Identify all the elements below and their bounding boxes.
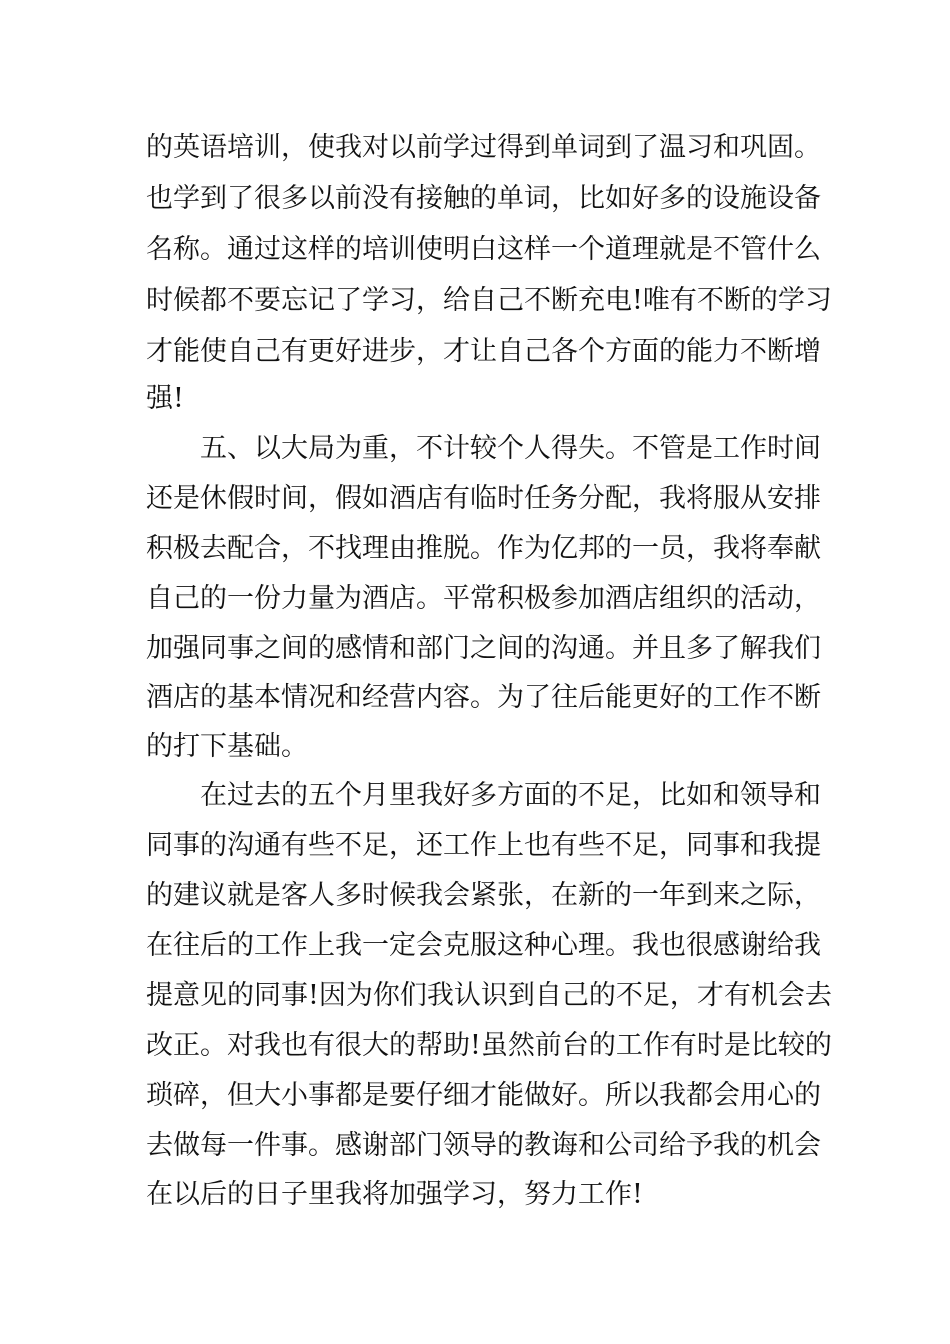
paragraph-1-line-6: 强! <box>146 383 184 414</box>
paragraph-1-line-4: 时候都不要忘记了学习，给自己不断充电!唯有不断的学习 <box>146 285 832 316</box>
paragraph-3-line-2: 同事的沟通有些不足，还工作上也有些不足，同事和我提 <box>146 830 821 861</box>
paragraph-3-line-5: 提意见的同事!因为你们我认识到自己的不足，才有机会去 <box>146 980 832 1011</box>
paragraph-3-line-6: 改正。对我也有很大的帮助!虽然前台的工作有时是比较的 <box>146 1030 832 1061</box>
paragraph-1-line-2: 也学到了很多以前没有接触的单词，比如好多的设施设备 <box>146 183 821 214</box>
paragraph-2-line-5: 加强同事之间的感情和部门之间的沟通。并且多了解我们 <box>146 633 821 664</box>
paragraph-1-line-3: 名称。通过这样的培训使明白这样一个道理就是不管什么 <box>146 234 821 265</box>
paragraph-3-line-3: 的建议就是客人多时候我会紧张，在新的一年到来之际， <box>146 880 821 911</box>
paragraph-3-line-1: 在过去的五个月里我好多方面的不足，比如和领导和 <box>200 780 821 811</box>
paragraph-3-line-9: 在以后的日子里我将加强学习，努力工作! <box>146 1179 643 1210</box>
paragraph-2-line-3: 积极去配合，不找理由推脱。作为亿邦的一员，我将奉献 <box>146 533 821 564</box>
paragraph-3-line-7: 琐碎，但大小事都是要仔细才能做好。所以我都会用心的 <box>146 1080 821 1111</box>
paragraph-1-line-5: 才能使自己有更好进步，才让自己各个方面的能力不断增 <box>146 336 821 367</box>
paragraph-1-line-1: 的英语培训，使我对以前学过得到单词到了温习和巩固。 <box>146 132 821 163</box>
paragraph-3-line-8: 去做每一件事。感谢部门领导的教诲和公司给予我的机会 <box>146 1130 821 1161</box>
paragraph-2-line-6: 酒店的基本情况和经营内容。为了往后能更好的工作不断 <box>146 682 821 713</box>
paragraph-2-line-4: 自己的一份力量为酒店。平常积极参加酒店组织的活动， <box>146 583 821 614</box>
paragraph-3-line-4: 在往后的工作上我一定会克服这种心理。我也很感谢给我 <box>146 930 821 961</box>
paragraph-2-line-1: 五、以大局为重，不计较个人得失。不管是工作时间 <box>200 433 821 464</box>
paragraph-2-line-2: 还是休假时间，假如酒店有临时任务分配，我将服从安排 <box>146 483 821 514</box>
paragraph-2-line-7: 的打下基础。 <box>146 731 308 762</box>
